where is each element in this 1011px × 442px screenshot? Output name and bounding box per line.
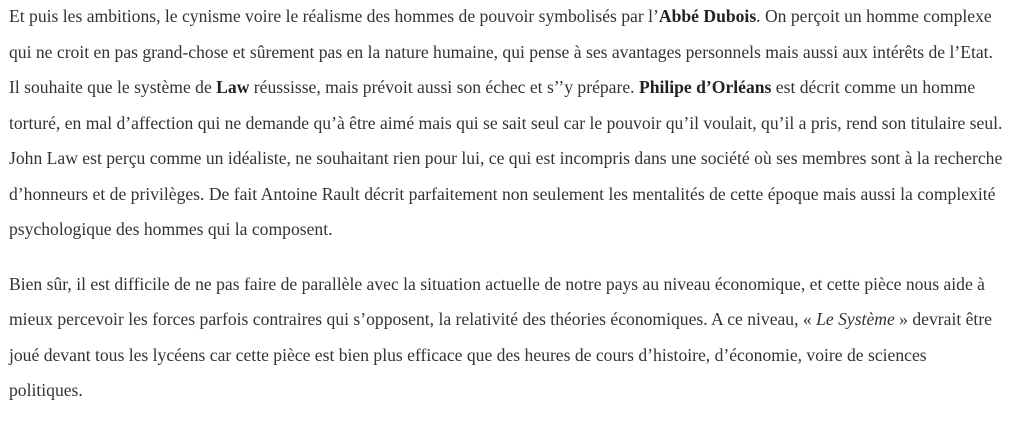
- name-abbe-dubois: Abbé Dubois: [658, 6, 757, 26]
- text-segment: » devrait être joué devant tous les lycéens car cette pièce est bien plus efficace que des heures de cours d’histoire, d’économie, voire de sciences politiques.: [9, 309, 992, 400]
- text-segment: est décrit comme un homme torturé, en mal d’affection qui ne demande qu’à être aimé mais qui se sait seul car le pouvoir qu’il voulait, qu’il a pris, rend son titulaire seul. John Law est perçu comme un idéaliste, ne souhaitant rien pour lui, ce qui est incompris dans une société où ses membres sont à la recherche d’honneurs et de privilèges. De fait Antoine Rault décrit parfaitement non seulement les mentalités de cette époque mais aussi la complexité psychologique des hommes qui la composent.: [9, 77, 1003, 239]
- paragraph-conclusion: [9, 267, 1003, 409]
- text-segment: Et puis les ambitions, le cynisme voire le réalisme des hommes de pouvoir symbolisés par l’: [9, 6, 659, 26]
- play-title: Le Système: [816, 309, 895, 329]
- text-segment: Bien sûr, il est difficile de ne pas faire de parallèle avec la situation actuelle de notre pays au niveau économique, et cette pièce nous aide à mieux percevoir les forces parfois contraires qui s’opposent, la relativité des théories économiques. A ce niveau, «: [9, 273, 985, 329]
- name-law: Law: [216, 77, 250, 97]
- paragraph-characters: [9, 0, 1003, 248]
- name-philipe-orleans: Philipe d’Orléans: [638, 77, 772, 97]
- text-segment: . On perçoit un homme complexe qui ne croit en pas grand-chose et sûrement pas en la nature humaine, qui pense à ses avantages personnels mais aussi aux intérêts de l’Etat. Il souhaite que le système de: [9, 6, 993, 97]
- text-segment: réussisse, mais prévoit aussi son échec et s’’y prépare.: [249, 77, 639, 97]
